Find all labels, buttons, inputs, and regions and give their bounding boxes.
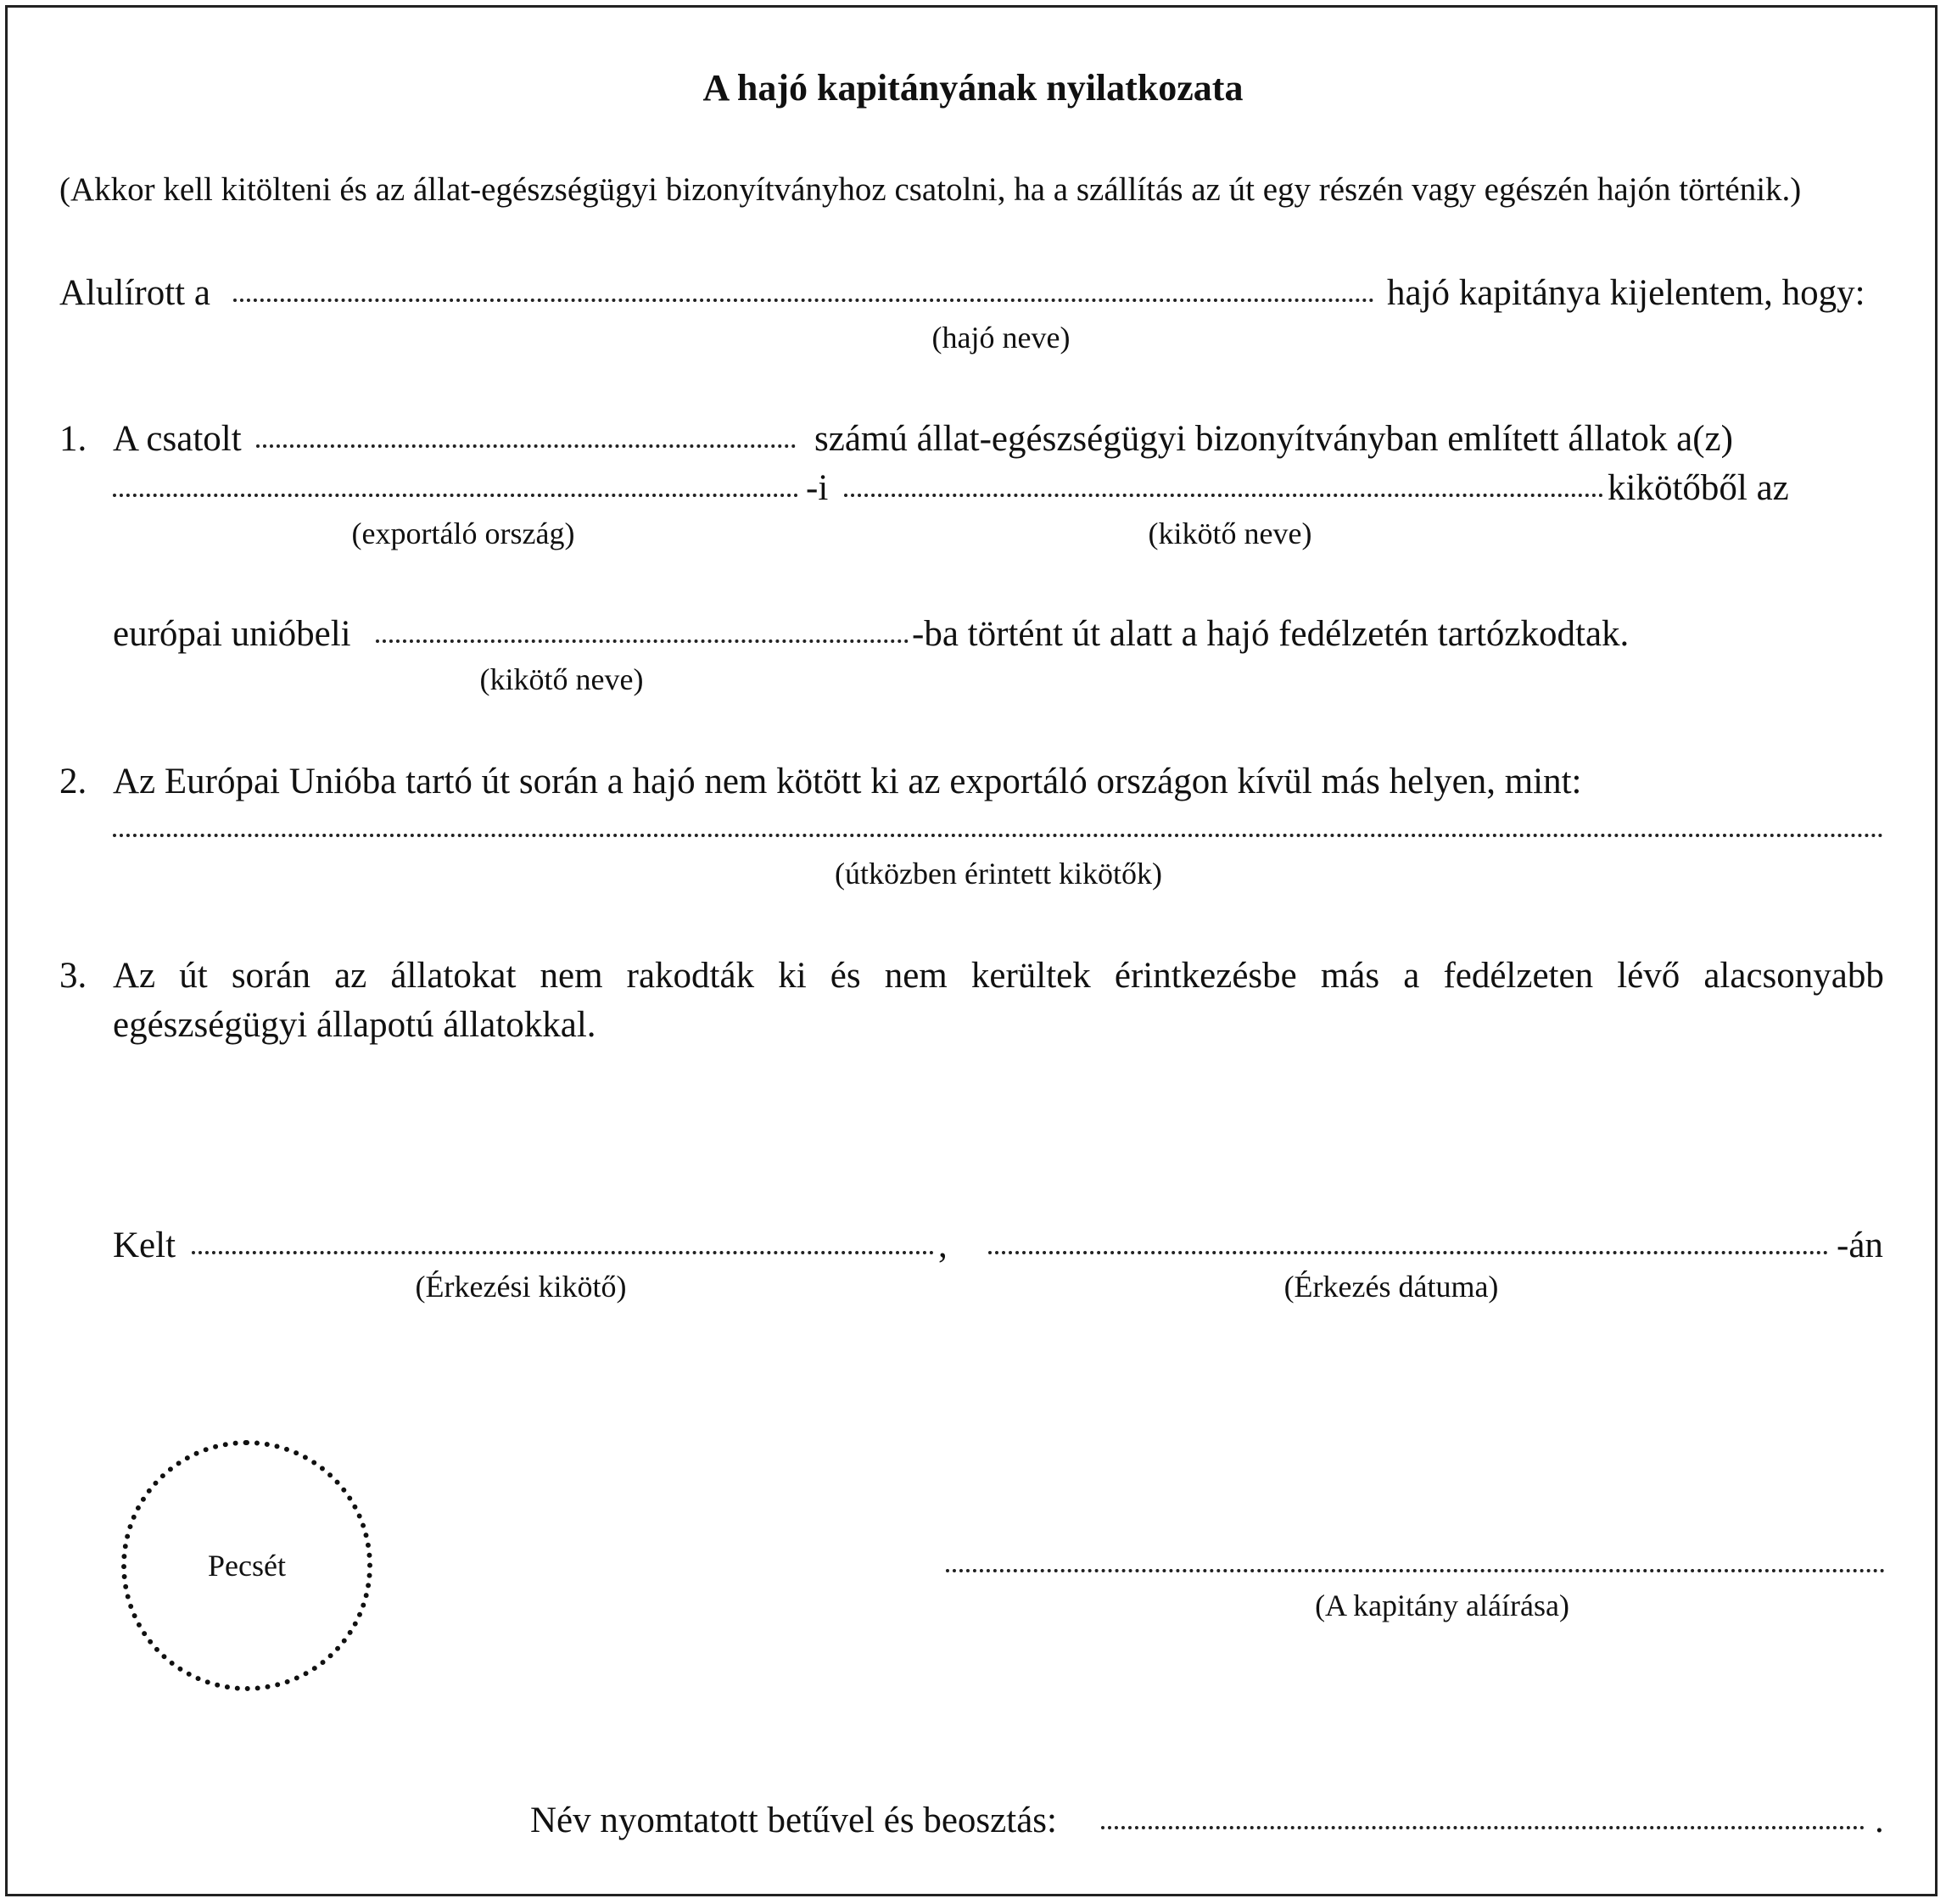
transit-ports-caption: (útközben érintett kikötők) [835, 857, 1162, 891]
dated-prefix: Kelt [113, 1226, 176, 1265]
item3-word: út [179, 956, 208, 996]
item3-word: Az [113, 956, 156, 996]
item3-word: lévő [1617, 956, 1680, 996]
item3-word: és [830, 956, 861, 996]
arrival-port-field[interactable] [192, 1251, 934, 1254]
item1-line1-prefix: A csatolt [113, 419, 242, 459]
item3-line2: egészségügyi állapotú állatokkal. [113, 1005, 596, 1045]
dated-comma: , [938, 1226, 948, 1265]
ship-name-caption: (hajó neve) [931, 321, 1071, 355]
item1-line2-suffix: kikötőből az [1608, 468, 1789, 508]
arrival-date-caption: (Érkezés dátuma) [1283, 1270, 1499, 1304]
stamp-area [121, 1440, 372, 1691]
item3-word: nem [540, 956, 603, 996]
transit-ports-field[interactable] [113, 834, 1884, 837]
item3-word: ki [778, 956, 807, 996]
captain-signature-field[interactable] [946, 1569, 1885, 1572]
document-title: A hajó kapitányának nyilatkozata [702, 67, 1244, 109]
printed-name-field[interactable] [1101, 1826, 1865, 1829]
item2-number: 2. [59, 762, 87, 801]
item1-line1-suffix: számú állat-egészségügyi bizonyítványban említett állatok a(z) [814, 419, 1733, 459]
intro-note: (Akkor kell kitölteni és az állat-egészségügyi bizonyítványhoz csatolni, ha a szállítás az út egy részén vagy egészén hajón történik.) [59, 171, 1802, 208]
certificate-number-field[interactable] [256, 444, 796, 448]
dated-suffix: -án [1837, 1226, 1883, 1265]
opening-prefix: Alulírott a [59, 273, 210, 313]
item1-line2-mid: -i [806, 468, 829, 508]
item3-word: a [1403, 956, 1420, 996]
item3-word: fedélzeten [1443, 956, 1594, 996]
arrival-date-field[interactable] [988, 1251, 1828, 1254]
item3-word: az [334, 956, 367, 996]
item3-word: állatokat [390, 956, 517, 996]
item3-word: alacsonyabb [1703, 956, 1884, 996]
item3-word: nem [884, 956, 948, 996]
exporting-country-caption: (exportáló ország) [351, 516, 575, 550]
item3-word: során [231, 956, 310, 996]
item3-word: érintkezésbe [1114, 956, 1297, 996]
item1-line3-suffix: -ba történt út alatt a hajó fedélzetén tartózkodtak. [912, 614, 1630, 654]
captain-signature-caption: (A kapitány aláírása) [1315, 1589, 1569, 1622]
exporting-country-field[interactable] [113, 494, 798, 497]
item3-line1 [113, 958, 1884, 994]
ship-name-field[interactable] [233, 299, 1374, 302]
item3-word: rakodták [626, 956, 755, 996]
item1-number: 1. [59, 419, 87, 459]
eu-port-field[interactable] [376, 639, 909, 643]
printed-name-end: . [1875, 1801, 1884, 1840]
departure-port-caption: (kikötő neve) [1148, 516, 1312, 550]
item3-number: 3. [59, 956, 87, 996]
item3-word: kerültek [970, 956, 1091, 996]
item3-word: más [1320, 956, 1380, 996]
stamp-label: Pecsét [208, 1549, 286, 1583]
departure-port-field[interactable] [844, 494, 1603, 497]
item2-text: Az Európai Unióba tartó út során a hajó nem kötött ki az exportáló országon kívül más helyen, mint: [113, 762, 1582, 801]
opening-suffix: hajó kapitánya kijelentem, hogy: [1387, 273, 1865, 313]
arrival-port-caption: (Érkezési kikötő) [415, 1270, 627, 1304]
printed-name-label: Név nyomtatott betűvel és beosztás: [530, 1801, 1057, 1840]
item1-line3-prefix: európai unióbeli [113, 614, 351, 654]
eu-port-caption: (kikötő neve) [479, 662, 644, 696]
